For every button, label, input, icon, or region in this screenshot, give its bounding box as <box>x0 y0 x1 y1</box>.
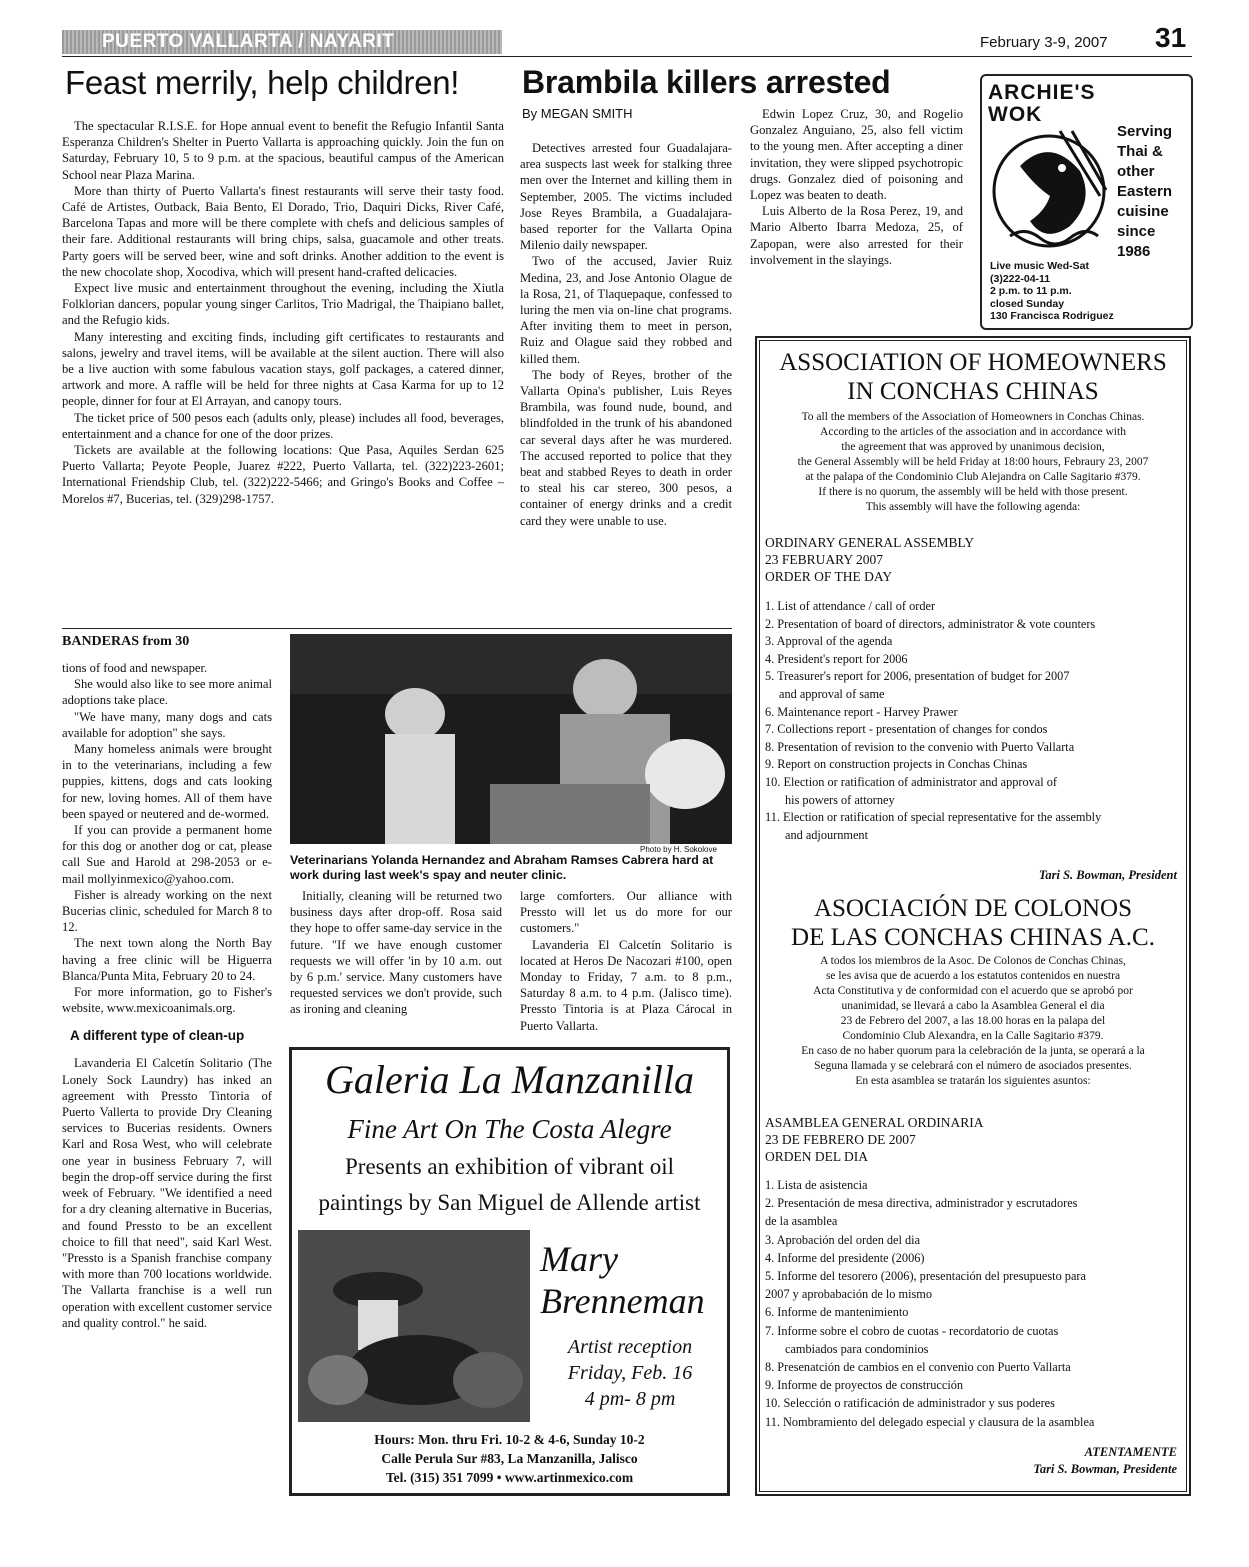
agenda-item: 10. Election or ratification of administrator and approval of <box>765 774 1057 789</box>
horse-rider-painting <box>298 1230 530 1422</box>
galeria-tagline: Fine Art On The Costa Alegre <box>347 1114 672 1144</box>
reception-line: 4 pm- 8 pm <box>584 1388 676 1410</box>
vet-photo <box>290 634 732 844</box>
intro-line: 23 de Febrero del 2007, a las 18.00 horas en la palapa del <box>840 1015 1106 1027</box>
issue-date: February 3-9, 2007 <box>980 34 1108 51</box>
agenda-item: 11. Nombramiento del delegado especial y clausura de la asamblea <box>765 1414 1095 1429</box>
veterinarians-photo-image <box>290 634 732 844</box>
intro-line: According to the articles of the association and in accordance with <box>820 426 1126 438</box>
title-line: ASOCIACIÓN DE COLONOS <box>813 895 1133 922</box>
agenda-item: 7. Informe sobre el cobro de cuotas - recordatorio de cuotas <box>765 1323 1059 1338</box>
intro-line: Seguna llamada y se celebrará con el número de asociados presentes. <box>814 1060 1132 1072</box>
painting-image <box>298 1230 530 1422</box>
heading-line: ASAMBLEA GENERAL ORDINARIA <box>765 1115 984 1130</box>
agenda-item: 2. Presentación de mesa directiva, administrador y escrutadores <box>765 1196 1078 1211</box>
assoc-es-agenda <box>765 1176 1094 1431</box>
agenda-item: 8. Presentation of revision to the convenio with Puerto Vallarta <box>765 739 1075 754</box>
banderas-paragraph: tions of food and newspaper. <box>62 661 208 675</box>
agenda-item: 2. Presentation of board of directors, administrator & vote counters <box>765 616 1096 631</box>
feast-paragraph: Many interesting and exciting finds, including gift certificates to restaurants and salons, jewelry and travel items, will be available at the silent auction. There will also be a live auction with some fabulous vacation stays, golf packages, a catered dinner, artwork and more. A raffle will be held for three nights at Casa Karma for up to 12 people, dinner for four at El Arrayan, and canopy tours. <box>62 329 504 409</box>
archies-tagline <box>1117 122 1172 262</box>
brambila-headline: Brambila killers arrested <box>522 64 891 100</box>
brambila-col1 <box>520 140 732 529</box>
agenda-item: 4. President's report for 2006 <box>765 651 908 666</box>
brambila-paragraph: Luis Alberto de la Rosa Perez, 19, and Mario Alberto Ibarra Medoza, 25, of Zapopan, were also arrested for their involvement in the slayings. <box>750 204 963 267</box>
photo-caption: Veterinarians Yolanda Hernandez and Abraham Ramses Cabrera hard at work during last week's spay and neuter clinic. <box>290 853 714 882</box>
info-line: 130 Francisca Rodriguez <box>990 310 1114 322</box>
page-number: 31 <box>1155 22 1187 53</box>
agenda-item: 9. Report on construction projects in Conchas Chinas <box>765 757 1028 772</box>
heading-line: ORDINARY GENERAL ASSEMBLY <box>765 535 975 550</box>
agenda-item: de la asamblea <box>765 1214 838 1229</box>
assoc-en-intro <box>757 410 1189 515</box>
laundry-paragraph: Lavanderia El Calcetín Solitario is located at Heros De Nacozari #100, open Monday to Friday, 7 a.m. to 8 p.m., Saturday 8 a.m. to 4 p.m. (Jalisco time). Pressto Tintoria is at Plaza Cárocal in Puerto Vallarta. <box>520 937 732 1033</box>
intro-line: If there is no quorum, the assembly will be held with those present. <box>818 486 1128 498</box>
agenda-item: 9. Informe de proyectos de construcción <box>765 1378 964 1393</box>
feast-paragraph: Expect live music and entertainment throughout the evening, including the Xiutla Folklorian dancers, popular young singer Carlitos, Trio Madrigal, the Thaipiano ballet, and the Refugio kids. <box>62 281 504 328</box>
info-line: Live music Wed-Sat <box>990 260 1090 272</box>
intro-line: Condominio Club Alexandra, en la Calle Sagitario #379. <box>842 1030 1104 1042</box>
banderas-paragraph: Fisher is already working on the next Bucerias clinic, scheduled for March 8 to 12. <box>62 887 272 935</box>
association-notice <box>755 336 1191 1496</box>
archies-wok-ad <box>980 74 1193 330</box>
laundry-paragraph: Initially, cleaning will be returned two business days after drop-off. Rosa said they hope to offer same-day service in the future. "If we have enough customer requests we will offer 'in by 10 a.m. out by 6 p.m.' service. Many customers have requested services we don't provide, such as ironing and cleaning <box>290 889 502 1017</box>
feast-headline: Feast merrily, help children! <box>65 64 460 101</box>
feast-body <box>62 118 504 507</box>
heading-line: ORDEN DEL DIA <box>765 1149 868 1164</box>
info-line: closed Sunday <box>990 297 1065 310</box>
artist-first-name: Mary <box>540 1239 618 1279</box>
galeria-name: Galeria La Manzanilla <box>325 1057 694 1102</box>
laundry-col2 <box>520 888 732 1034</box>
intro-line: En caso de no haber quorum para la celebración de la junta, se operará a la <box>801 1045 1145 1057</box>
section-banner <box>62 30 502 54</box>
archies-logo: ARCHIE'S WOK <box>988 81 1096 126</box>
tagline-line: Serving <box>1117 123 1173 140</box>
info-line: 2 p.m. to 11 p.m. <box>990 285 1072 297</box>
assoc-es-closing <box>1033 1444 1177 1478</box>
tagline-line: Eastern <box>1117 183 1173 200</box>
agenda-item: 11. Election or ratification of special representative for the assembly <box>765 810 1102 825</box>
agenda-item: cambiados para condominios <box>785 1341 929 1356</box>
info-line: (3)222-04-11 <box>990 272 1051 285</box>
hours-line: Hours: Mon. thru Fri. 10-2 & 4-6, Sunday 10-2 <box>374 1432 645 1447</box>
intro-line: This assembly will have the following agenda: <box>865 501 1081 513</box>
feast-paragraph: More than thirty of Puerto Vallarta's finest restaurants will serve their tasty food. Café de Artistes, Outback, Baia Bento, El Dorado, Trio, Daquiri Dicks, River Café, Barcelona Tapas and more will be there complete with chefs and delicious samples of their fare. Additional restaurants will bring chips, salsa, guacamole and other treats. Party goers will be served beer, wine and soft drinks. Another addition to the event is the new chocolate shop, Xocodiva, which will present hand-crafted delicacies. <box>62 183 504 279</box>
banderas-paragraph: She would also like to see more animal adoptions take place. <box>62 677 272 708</box>
banderas-paragraph: Many homeless animals were brought in to the veterinarians, including a few puppies, kittens, dogs and cats looking for new, loving homes. All of them have been spayed or neutered and de-wormed. <box>62 742 272 821</box>
assoc-es-intro <box>757 954 1189 1089</box>
agenda-item: 5. Treasurer's report for 2006, presentation of budget for 2007 <box>765 669 1070 684</box>
intro-line: Acta Constitutiva y de conformidad con el acuerdo que se aprobó por <box>813 985 1133 997</box>
feast-paragraph: The spectacular R.I.S.E. for Hope annual event to benefit the Refugio Infantil Santa Esperanza Children's Shelter in Puerto Vallarta is approaching quickly. Join the fun on Saturday, February 10, 5 to 9 p.m. at the spacious, beautiful campus of the American School near Plaza Marina. <box>62 119 504 182</box>
section-label: PUERTO VALLARTA / NAYARIT <box>102 31 395 52</box>
agenda-item: 6. Informe de mantenimiento <box>765 1305 909 1320</box>
banderas-paragraph: For more information, go to Fisher's website, www.mexicoanimals.org. <box>62 985 272 1016</box>
intro-line: se les avisa que de acuerdo a los estatutos contenidos en nuestra <box>825 970 1121 982</box>
intro-line: A todos los miembros de la Asoc. De Colonos de Conchas Chinas, <box>820 955 1126 967</box>
brambila-paragraph: The body of Reyes, brother of the Vallarta Opina's publisher, Luis Reyes Brambila, was found nude, bound, and blindfolded in the trunk of his abandoned car several days after he was murdered. The accused reported to police that they beat and stabbed Reyes to death in order to steal his car stereo, 300 pesos, a container of energy drinks and a credit card they were unable to use. <box>520 367 732 528</box>
laundry-col1 <box>290 888 502 1018</box>
assoc-en-title <box>757 348 1189 406</box>
assoc-en-agenda <box>765 598 1101 844</box>
intro-line: the General Assembly will be held Friday at 18:00 hours, Febraury 23, 2007 <box>797 456 1149 468</box>
assoc-en-heading <box>765 534 974 585</box>
agenda-item: his powers of attorney <box>785 792 895 807</box>
reception-info <box>540 1334 720 1412</box>
agenda-item: and adjournment <box>785 827 868 842</box>
intro-line: unanimidad, se llevará a cabo la Asamblea General el dia <box>841 1000 1105 1012</box>
heading-line: 23 DE FEBRERO DE 2007 <box>765 1132 916 1147</box>
agenda-item: and approval of same <box>779 686 885 701</box>
agenda-item: 3. Aprobación del orden del dia <box>765 1232 921 1247</box>
title-line: IN CONCHAS CHINAS <box>847 378 1099 405</box>
feast-paragraph: Tickets are available at the following locations: Que Pasa, Aquiles Serdan 625 Puerto Vallarta; Peyote People, Juarez #222, Puerto Vallarta, tel. (322)223-2601; International Friendship Club, tel. (322)222-5466; and Gringo's Books and Coffee – Morelos #7, Bucerias, tel. (329)298-1757. <box>62 443 504 506</box>
cleanup-subhead: A different type of clean-up <box>70 1028 245 1044</box>
brambila-paragraph: Two of the accused, Javier Ruiz Medina, 23, and Jose Antonio Olague de la Rosa, 21, of Tlaquepaque, confessed to luring the men via on-line chat programs. After inviting them to meet in person, Ruiz and Olague said they robbed and killed them. <box>520 254 732 366</box>
tagline-line: since <box>1117 223 1156 240</box>
reception-line: Friday, Feb. 16 <box>567 1362 693 1384</box>
galeria-presents-1: Presents an exhibition of vibrant oil <box>345 1154 674 1179</box>
heading-line: 23 FEBRUARY 2007 <box>765 552 884 567</box>
signature-line: Tari S. Bowman, Presidente <box>1033 1462 1177 1476</box>
tagline-line: other <box>1117 163 1155 180</box>
title-line: DE LAS CONCHAS CHINAS A.C. <box>791 924 1155 951</box>
assoc-es-heading <box>765 1114 984 1165</box>
agenda-item: 8. Presenatción de cambios en el convenio con Puerto Vallarta <box>765 1360 1071 1375</box>
agenda-item: 7. Collections report - presentation of changes for condos <box>765 722 1048 737</box>
koi-fish-icon <box>990 126 1108 256</box>
brambila-paragraph: Detectives arrested four Guadalajara-area suspects last week for stalking three men over the Internet and killing them in September, 2005. The victims included Jose Reyes Brambila, a Guadalajara-based reporter for the Vallarta Opina Milenio daily newspaper. <box>520 141 732 253</box>
agenda-item: 3. Approval of the agenda <box>765 634 893 649</box>
masthead-rule <box>62 56 1192 57</box>
banderas-paragraph: If you can provide a permanent home for this dog or another dog or cat, please call Sue and Harold at 298-2053 or e-mail mollyinmexico@yahoo.com. <box>62 823 272 886</box>
brambila-col2 <box>750 106 963 268</box>
reception-line: Artist reception <box>567 1336 693 1358</box>
galeria-contact <box>292 1430 727 1487</box>
agenda-item: 10. Selección o ratificación de administrador y sus poderes <box>765 1396 1055 1411</box>
agenda-item: 2007 y aprobabación de lo mismo <box>765 1287 932 1302</box>
title-line: ASSOCIATION OF HOMEOWNERS <box>779 349 1167 376</box>
intro-line: To all the members of the Association of Homeowners in Conchas Chinas. <box>801 411 1145 423</box>
galeria-ad <box>289 1047 730 1496</box>
intro-line: the agreement that was approved by unanimous decision, <box>841 441 1105 453</box>
cleanup-paragraph: Lavanderia El Calcetín Solitario (The Lonely Sock Laundry) has inked an agreement with Pressto Tintoria of Puerto Vallerta to provide Dry Cleaning services to Bucerias residents. Owners Karl and Rosa West, who will celebrate one year in business February 7, will begin the drop-off service during the first week of February. "We identified a need for a dry cleaning alternative in Bucerias, and found Pressto to be an excellent choice to fill that need", said Karl West. "Pressto is a Spanish franchise company with more than 700 locations worldwide. The Vallarta franchise is a well run operation with excellent customer service and quality control." he said. <box>62 1056 272 1330</box>
closing-line: ATENTAMENTE <box>1084 1445 1177 1459</box>
intro-line: at the palapa of the Condominio Club Alejandra on Calle Sagitario #379. <box>805 471 1141 483</box>
heading-line: ORDER OF THE DAY <box>765 569 893 584</box>
agenda-item: 1. Lista de asistencia <box>765 1178 868 1192</box>
banderas-paragraph: The next town along the North Bay having a free clinic will be Higuerra Blanca/Punta Mita, February 20 to 24. <box>62 936 272 983</box>
archies-info <box>990 260 1114 323</box>
feast-paragraph: The ticket price of 500 pesos each (adults only, please) includes all food, beverages, entertainment and a chance for one of the door prizes. <box>62 410 504 441</box>
brambila-paragraph: Edwin Lopez Cruz, 30, and Rogelio Gonzalez Anguiano, 25, also fell victim to the young men. After accepting a diner invitation, they were slipped psychotropic drugs. Gonzalez died of poisoning and Lopez was beaten to death. <box>750 107 963 203</box>
intro-line: En esta asamblea se tratarán los siguientes asuntos: <box>855 1075 1091 1087</box>
section-rule <box>62 628 732 629</box>
artist-last-name: Brenneman <box>540 1281 705 1321</box>
brambila-byline: By MEGAN SMITH <box>522 106 633 121</box>
agenda-item: 5. Informe del tesorero (2006), presentación del presupuesto para <box>765 1269 1086 1284</box>
banderas-body <box>62 660 272 1331</box>
agenda-item: 4. Informe del presidente (2006) <box>765 1250 925 1265</box>
tagline-line: cuisine <box>1117 203 1169 220</box>
tagline-line: Thai & <box>1117 143 1163 160</box>
assoc-en-signature: Tari S. Bowman, President <box>1038 868 1177 882</box>
photo-credit: Photo by H. Sokolove <box>640 845 717 854</box>
banderas-jump: BANDERAS from 30 <box>62 634 190 649</box>
banderas-paragraph: "We have many, many dogs and cats available for adoption" she says. <box>62 709 272 740</box>
laundry-paragraph: large comforters. Our alliance with Pressto will let us do more for our customers." <box>520 889 732 936</box>
assoc-es-title <box>757 894 1189 952</box>
agenda-item: 6. Maintenance report - Harvey Prawer <box>765 704 958 719</box>
address-line: Calle Perula Sur #83, La Manzanilla, Jalisco <box>381 1451 638 1466</box>
tagline-line: 1986 <box>1117 243 1151 260</box>
galeria-presents-2: paintings by San Miguel de Allende artist <box>318 1190 701 1215</box>
contact-line: Tel. (315) 351 7099 • www.artinmexico.com <box>385 1470 634 1485</box>
agenda-item: 1. List of attendance / call of order <box>765 599 936 613</box>
